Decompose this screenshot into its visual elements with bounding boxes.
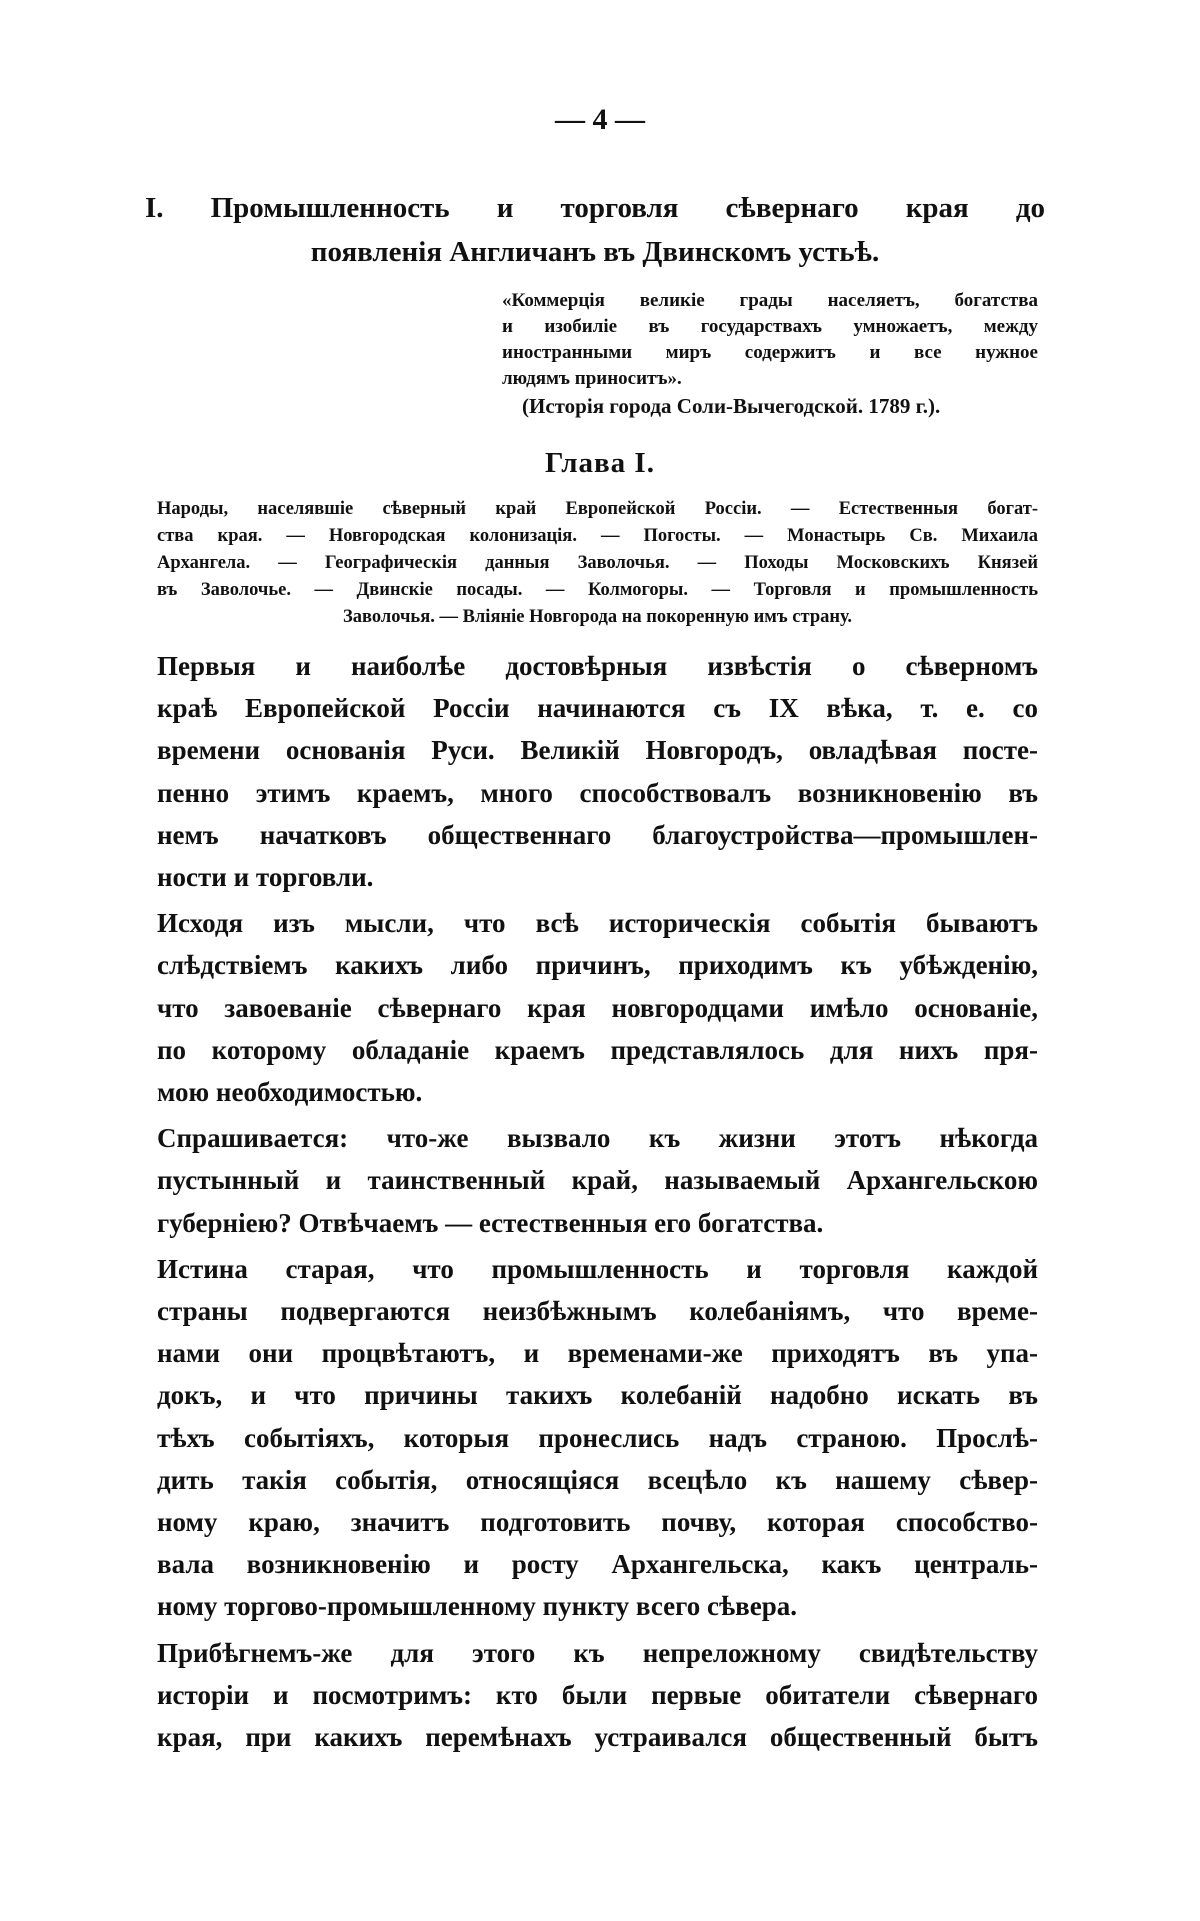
text-line: ному торгово-промышленному пункту всего сѣвера. (157, 1591, 797, 1622)
summary-line: ства края. — Новгородская колонизація. — Погосты. — Монастырь Св. Михаила (157, 526, 1038, 546)
text-line: времени основанія Руси. Великій Новгородъ, овладѣвая посте- (157, 735, 1038, 766)
text-line: тѣхъ событіяхъ, которыя пронеслись надъ страною. Прослѣ- (157, 1422, 1038, 1453)
chapter-summary (157, 496, 1038, 631)
text-line: Исходя изъ мысли, что всѣ историческія событія бываютъ (157, 908, 1038, 939)
summary-line: Народы, населявшіе сѣверный край Европейской Россіи. — Естественныя богат- (157, 499, 1038, 519)
epigraph-line: и изобиліе въ государствахъ умножаетъ, между (502, 316, 1038, 337)
paragraph (157, 902, 1038, 1113)
body-text (157, 645, 1038, 1758)
text-line: нами они процвѣтаютъ, и временами-же приходятъ въ упа- (157, 1338, 1038, 1369)
text-line: исторіи и посмотримъ: кто были первые обитатели сѣвернаго (157, 1679, 1038, 1710)
text-line: слѣдствіемъ какихъ либо причинъ, приходимъ къ убѣжденію, (157, 950, 1038, 981)
epigraph-line: людямъ приноситъ». (502, 368, 682, 389)
summary-line: Архангела. — Географическія данныя Заволочья. — Походы Московскихъ Князей (157, 553, 1038, 573)
text-line: мою необходимостью. (157, 1077, 423, 1108)
epigraph-source: (Исторія города Соли-Вычегодской. 1789 г.). (522, 394, 941, 418)
text-line: пустынный и таинственный край, называемый Архангельскою (157, 1165, 1038, 1196)
section-title-line: появленія Англичанъ въ Двинскомъ устьѣ. (310, 236, 880, 268)
text-line: немъ начатковъ общественнаго благоустройства—промышлен- (157, 819, 1038, 850)
text-line: Первыя и наиболѣе достовѣрныя извѣстія о сѣверномъ (157, 651, 1038, 681)
chapter-heading: Глава I. (545, 447, 655, 479)
text-line: Прибѣгнемъ-же для этого къ непреложному свидѣтельству (157, 1637, 1038, 1668)
text-line: дить такія событія, относящіяся всецѣло къ нашему сѣвер- (157, 1464, 1038, 1495)
epigraph-line: «Коммерція великіе грады населяетъ, богатства (502, 290, 1038, 311)
summary-line: Заволочья. — Вліяніе Новгорода на покоренную имъ страну. (342, 607, 853, 627)
section-title-line: I. Промышленность и торговля сѣвернаго края до (145, 192, 1045, 224)
text-line: ности и торговли. (157, 862, 374, 893)
page-number: — 4 — (555, 103, 645, 136)
text-line: Спрашивается: что-же вызвало къ жизни этотъ нѣкогда (157, 1123, 1038, 1154)
text-line: докъ, и что причины такихъ колебаній надобно искать въ (157, 1380, 1038, 1411)
text-line: губерніею? Отвѣчаемъ — естественныя его богатства. (157, 1207, 824, 1238)
epigraph (502, 288, 1038, 420)
paragraph (157, 1117, 1038, 1244)
paragraph (157, 645, 1038, 898)
paragraph (157, 1248, 1038, 1628)
paragraph (157, 1632, 1038, 1759)
text-line: вала возникновенію и росту Архангельска, какъ централь- (157, 1549, 1038, 1580)
summary-line: въ Заволочье. — Двинскіе посады. — Колмогоры. — Торговля и промышленность (157, 580, 1038, 600)
epigraph-line: иностранными миръ содержитъ и все нужное (502, 342, 1038, 363)
text-line: по которому обладаніе краемъ представлялось для нихъ пря- (157, 1034, 1038, 1065)
text-line: что завоеваніе сѣвернаго края новгородцами имѣло основаніе, (157, 992, 1038, 1023)
section-title (145, 186, 1045, 274)
text-line: пенно этимъ краемъ, много способствовалъ возникновенію въ (157, 777, 1038, 808)
text-line: Истина старая, что промышленность и торговля каждой (157, 1253, 1038, 1284)
text-line: края, при какихъ перемѣнахъ устраивался общественный бытъ (157, 1722, 1038, 1753)
text-line: страны подвергаются неизбѣжнымъ колебаніямъ, что време- (157, 1296, 1038, 1327)
text-line: ному краю, значитъ подготовить почву, которая способство- (157, 1507, 1038, 1538)
text-line: краѣ Европейской Россіи начинаются съ IX вѣка, т. е. со (157, 693, 1038, 724)
